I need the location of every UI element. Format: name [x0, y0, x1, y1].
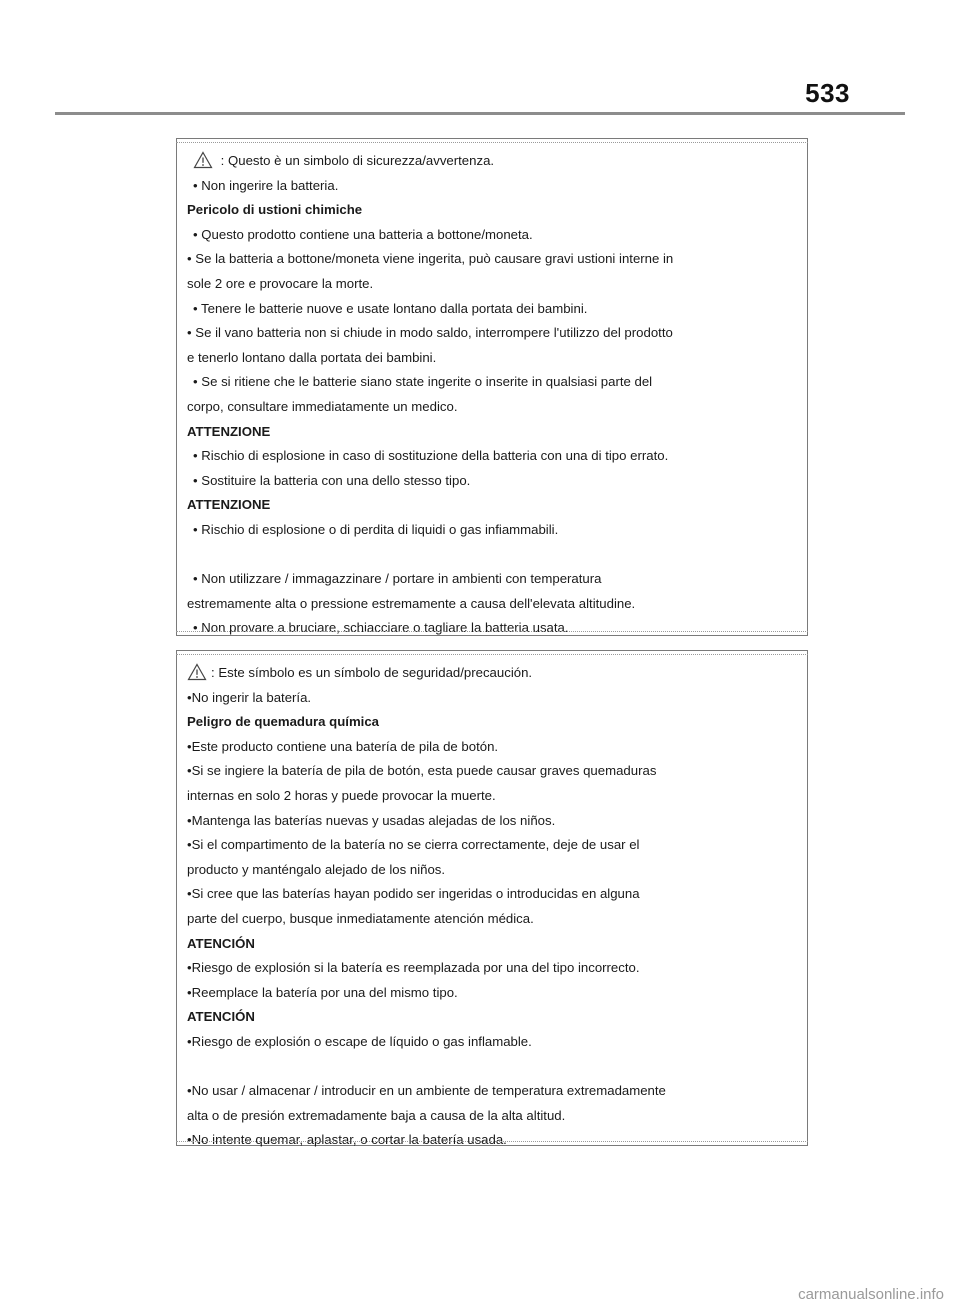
list-item: •Riesgo de explosión si la batería es reemplazada por una del tipo incorrecto. [187, 960, 640, 976]
list-item: • Sostituire la batteria con una dello stesso tipo. [193, 472, 471, 488]
watermark-url: carmanualsonline.info [798, 1286, 944, 1303]
list-item: •No intente quemar, aplastar, o cortar la batería usada. [187, 1132, 507, 1148]
list-item: • Se la batteria a bottone/moneta viene ingerita, può causare gravi ustioni interne in [187, 251, 674, 267]
section-heading: Pericolo di ustioni chimiche [187, 202, 363, 218]
header-rule [55, 112, 905, 115]
list-item-continuation: sole 2 ore e provocare la morte. [187, 275, 374, 291]
list-item: •Si cree que las baterías hayan podido ser ingeridas o introducidas en alguna [187, 886, 640, 902]
spacer [187, 1055, 797, 1080]
spanish-warning-box [176, 650, 808, 1146]
list-item: • Se si ritiene che le batterie siano state ingerite o inserite in qualsiasi parte del [193, 374, 653, 390]
list-item: •Reemplace la batería por una del mismo tipo. [187, 984, 458, 1000]
list-item: • Tenere le batterie nuove e usate lontano dalla portata dei bambini. [193, 300, 588, 316]
warning-triangle-icon [187, 663, 207, 681]
warning-triangle-icon [193, 151, 213, 169]
symbol-line: : Este símbolo es un símbolo de seguridad/precaución. [187, 661, 797, 686]
list-item-continuation: estremamente alta o pressione estremamente a causa dell'elevata altitudine. [187, 595, 636, 611]
page-number: 533 [805, 78, 850, 108]
list-item: • Rischio di esplosione in caso di sostituzione della batteria con una di tipo errato. [193, 448, 669, 464]
list-item-continuation: alta o de presión extremadamente baja a causa de la alta altitud. [187, 1107, 566, 1123]
list-item: •No usar / almacenar / introducir en un ambiente de temperatura extremadamente [187, 1083, 666, 1099]
list-item: • Se il vano batteria non si chiude in modo saldo, interrompere l'utilizzo del prodotto [187, 325, 673, 341]
list-item: •Riesgo de explosión o escape de líquido o gas inflamable. [187, 1033, 532, 1049]
list-item: •No ingerir la batería. [187, 689, 312, 705]
section-heading: ATTENZIONE [187, 497, 271, 513]
list-item: • Non utilizzare / immagazzinare / portare in ambienti con temperatura [193, 571, 602, 587]
list-item-continuation: e tenerlo lontano dalla portata dei bambini. [187, 349, 437, 365]
list-item: •Este producto contiene una batería de pila de botón. [187, 738, 499, 754]
list-item: • Questo prodotto contiene una batteria a bottone/moneta. [193, 226, 533, 242]
section-heading: Peligro de quemadura química [187, 714, 379, 730]
spacer [187, 543, 797, 568]
list-item: •Si se ingiere la batería de pila de botón, esta puede causar graves quemaduras [187, 763, 657, 779]
italian-warning-box [176, 138, 808, 636]
list-item-continuation: corpo, consultare immediatamente un medico. [187, 398, 458, 414]
section-heading: ATENCIÓN [187, 1009, 255, 1025]
symbol-line: : Questo è un simbolo di sicurezza/avvertenza. [187, 149, 797, 174]
list-item: • Non ingerire la batteria. [193, 177, 339, 193]
list-item-continuation: parte del cuerpo, busque inmediatamente atención médica. [187, 910, 534, 926]
list-item: • Rischio di esplosione o di perdita di liquidi o gas infiammabili. [193, 521, 559, 537]
section-heading: ATENCIÓN [187, 935, 255, 951]
list-item-continuation: internas en solo 2 horas y puede provocar la muerte. [187, 787, 496, 803]
list-item: • Non provare a bruciare, schiacciare o tagliare la batteria usata. [193, 620, 569, 636]
list-item: •Mantenga las baterías nuevas y usadas alejadas de los niños. [187, 812, 556, 828]
list-item: •Si el compartimento de la batería no se cierra correctamente, deje de usar el [187, 837, 640, 853]
section-heading: ATTENZIONE [187, 423, 271, 439]
list-item-continuation: producto y manténgalo alejado de los niños. [187, 861, 446, 877]
